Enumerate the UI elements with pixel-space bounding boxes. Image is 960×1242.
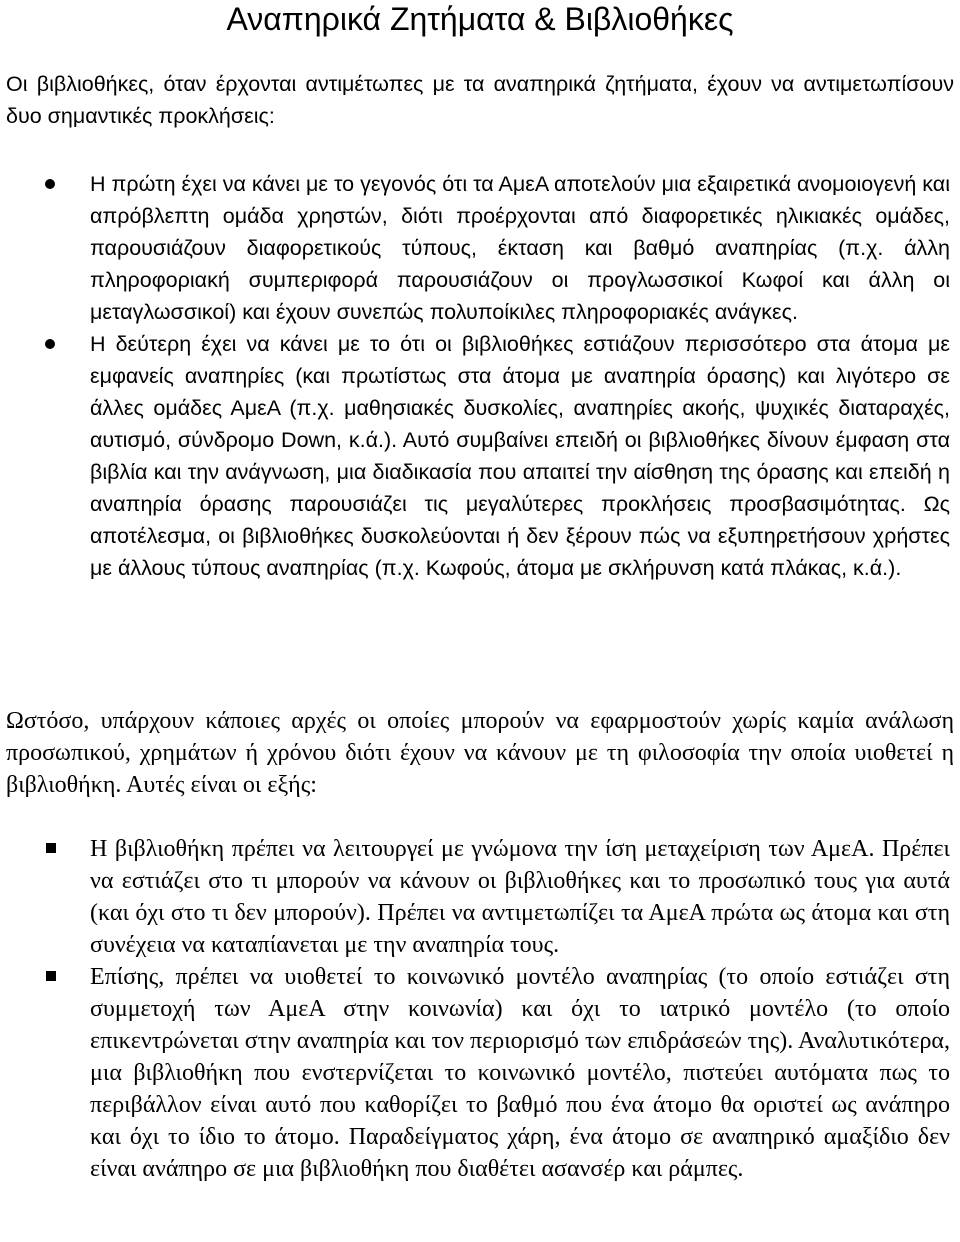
- principle-item-1: [0, 833, 950, 961]
- bullet-dot-icon: [45, 179, 55, 189]
- challenge-text-1: Η πρώτη έχει να κάνει με το γεγονός ότι τα ΑμεΑ αποτελούν μια εξαιρετικά ανομοιογενή και απρόβλεπτη ομάδα χρηστών, διότι προέρχονται από διαφορετικές ηλικιακές ομάδες, παρουσιάζουν διαφορετικούς τύπους, έκταση και βαθμό αναπηρίας (π.χ. άλλη πληροφοριακή συμπεριφορά παρουσιάζουν οι προγλωσσικοί Κωφοί και άλλη οι μεταγλωσσικοί) και έχουν συνεπώς πολυποίκιλες πληροφοριακές ανάγκες.: [90, 172, 950, 324]
- bullet-square-icon: [46, 843, 56, 853]
- principles-intro-paragraph: Ωστόσο, υπάρχουν κάποιες αρχές οι οποίες μπορούν να εφαρμοστούν χωρίς καμία ανάλωση προσωπικού, χρημάτων ή χρόνου διότι έχουν να κάνουν με τη φιλοσοφία την οποία υιοθετεί η βιβλιοθήκη. Αυτές είναι οι εξής:: [6, 708, 954, 798]
- principle-item-2: [0, 961, 950, 1185]
- challenges-list: [0, 168, 950, 584]
- challenge-text-2: Η δεύτερη έχει να κάνει με το ότι οι βιβλιοθήκες εστιάζουν περισσότερο στα άτομα με εμφανείς αναπηρίες (και πρωτίστως στα άτομα με αναπηρία όρασης) και λιγότερο σε άλλες ομάδες ΑμεΑ (π.χ. μαθησιακές δυσκολίες, αναπηρίες ακοής, ψυχικές διαταραχές, αυτισμό, σύνδρομο Down, κ.ά.). Αυτό συμβαίνει επειδή οι βιβλιοθήκες δίνουν έμφαση στα βιβλία και την ανάγνωση, μια διαδικασία που απαιτεί την αίσθηση της όρασης και επειδή η αναπηρία όρασης παρουσιάζει τις μεγαλύτερες προκλήσεις προσβασιμότητας. Ως αποτέλεσμα, οι βιβλιοθήκες δυσκολεύονται ή δεν ξέρουν πώς να εξυπηρετήσουν χρήστες με άλλους τύπους αναπηρίας (π.χ. Κωφούς, άτομα με σκλήρυνση κατά πλάκας, κ.ά.).: [90, 332, 950, 580]
- principle-text-1: Η βιβλιοθήκη πρέπει να λειτουργεί με γνώμονα την ίση μεταχείριση των ΑμεΑ. Πρέπει να εστιάζει στο τι μπορούν να κάνουν οι βιβλιοθήκες και το προσωπικό τους για αυτά (και όχι στο τι δεν μπορούν). Πρέπει να αντιμετωπίζει τα ΑμεΑ πρώτα ως άτομα και στη συνέχεια να καταπίανεται με την αναπηρία τους.: [90, 836, 950, 958]
- page-title: Αναπηρικά Ζητήματα & Βιβλιοθήκες: [226, 1, 734, 37]
- challenge-item-1: [0, 168, 950, 328]
- bullet-square-icon: [46, 971, 56, 981]
- principles-list: [0, 833, 950, 1185]
- principle-text-2: Επίσης, πρέπει να υιοθετεί το κοινωνικό μοντέλο αναπηρίας (το οποίο εστιάζει στη συμμετοχή των ΑμεΑ στην κοινωνία) και όχι το ιατρικό μοντέλο (το οποίο επικεντρώνεται στην αναπηρία και τον περιορισμό των επιδράσεών της). Αναλυτικότερα, μια βιβλιοθήκη που ενστερνίζεται το κοινωνικό μοντέλο, πιστεύει αυτόματα πως το περιβάλλον είναι αυτό που καθορίζει το βαθμό που ένα άτομο θα οριστεί ως ανάπηρο και όχι το ίδιο το άτομο. Παραδείγματος χάρη, ένα άτομο σε αναπηρικό αμαξίδιο δεν είναι ανάπηρο σε μια βιβλιοθήκη που διαθέτει ασανσέρ και ράμπες.: [90, 964, 950, 1182]
- bullet-dot-icon: [45, 339, 55, 349]
- challenge-item-2: [0, 328, 950, 584]
- intro-paragraph: Οι βιβλιοθήκες, όταν έρχονται αντιμέτωπες με τα αναπηρικά ζητήματα, έχουν να αντιμετωπίσουν δυο σημαντικές προκλήσεις:: [6, 72, 954, 128]
